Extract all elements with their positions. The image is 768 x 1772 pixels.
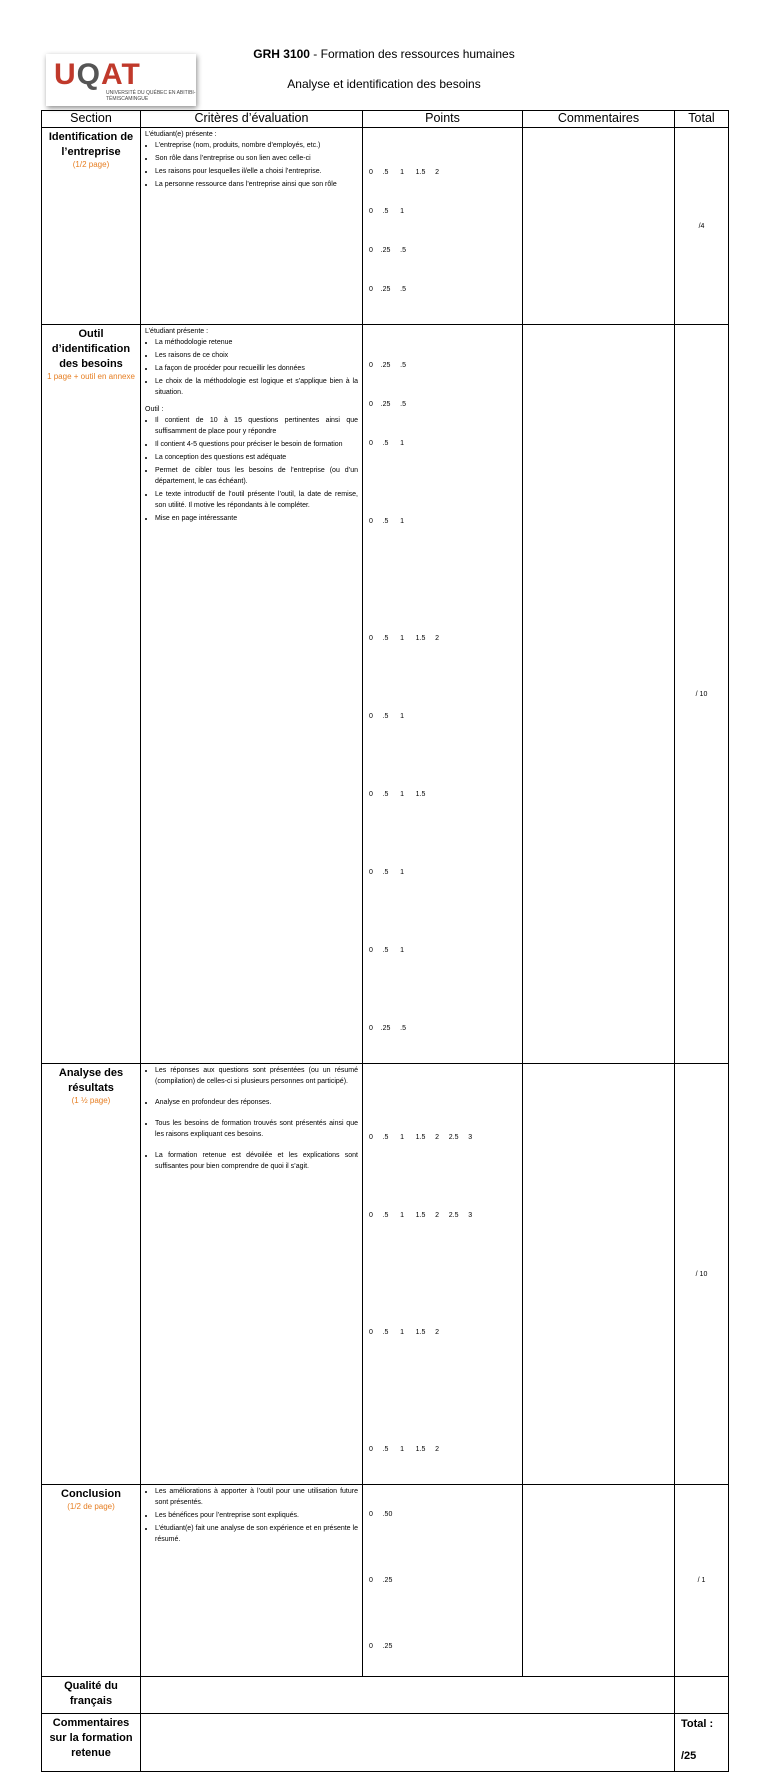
uqat-logo [46, 54, 196, 106]
section-cell: Analyse des résultats (1 ½ page) [42, 1064, 141, 1485]
list-item: • Les raisons de ce choix [155, 350, 358, 361]
table-row [42, 325, 729, 1064]
section-cell: Commentaires sur la formation retenue [42, 1714, 141, 1772]
list-item: • La façon de procéder pour recueillir les données [155, 363, 358, 374]
list-item: • Les améliorations à apporter à l’outil pour une utilisation future sont présentés. [155, 1486, 358, 1508]
total-cell: / 1 [675, 1485, 729, 1677]
list-item: • Son rôle dans l’entreprise ou son lien avec celle-ci [155, 153, 358, 164]
total-cell: /4 [675, 128, 729, 325]
points-cell: 0 .50 0 .25 0 .25 [363, 1485, 523, 1677]
comments-cell[interactable] [523, 325, 675, 1064]
col-comments: Commentaires [523, 111, 675, 128]
col-criteria: Critères d’évaluation [141, 111, 363, 128]
list-item: • Les raisons pour lesquelles il/elle a choisi l’entreprise. [155, 166, 358, 177]
list-item: • Le choix de la méthodologie est logique et s’applique bien à la situation. [155, 376, 358, 398]
total-cell: / 10 [675, 325, 729, 1064]
french-quality-cell[interactable] [141, 1677, 675, 1714]
logo-mark: UQAT [54, 58, 141, 91]
total-cell: / 10 [675, 1064, 729, 1485]
points-cell: 0 .5 1 1.5 2 0 .5 1 0 .25 .5 0 .25 .5 [363, 128, 523, 325]
points-cell: 0 .25 .5 0 .25 .5 0 .5 1 0 .5 1 0 .5 1 1.5 2 0 .5 1 0 .5 1 1.5 0 .5 1 0 .5 1 0 .25 .5 [363, 325, 523, 1064]
list-item: • Le texte introductif de l’outil présente l’outil, la date de remise, son utilité. Il motive les répondants à le compléter. [155, 489, 358, 511]
list-item: • Analyse en profondeur des réponses. [155, 1097, 358, 1108]
page-subtitle: Analyse et identification des besoins [287, 77, 481, 91]
list-item: • Il contient de 10 à 15 questions pertinentes ainsi que suffisamment de place pour y répondre [155, 415, 358, 437]
list-item: • Les réponses aux questions sont présentées (ou un résumé (compilation) de celles-ci si plusieurs personnes ont participé). [155, 1065, 358, 1087]
page-title [200, 47, 568, 61]
list-item: • Il contient 4-5 questions pour préciser le besoin de formation [155, 439, 358, 450]
total-value: /25 [681, 1750, 697, 1762]
table-row [42, 1714, 729, 1772]
table-row [42, 1485, 729, 1677]
list-item: • La conception des questions est adéquate [155, 452, 358, 463]
criteria-cell: L’étudiant(e) présente : • L’entreprise (nom, produits, nombre d’employés, etc.) • Son rôle dans l’entreprise ou son lien avec celle-ci • Les raisons pour lesquelles il/elle a choisi l’entreprise. • La personne ressource dans l’entreprise ainsi que son rôle [141, 128, 363, 325]
table-row [42, 1064, 729, 1485]
col-points: Points [363, 111, 523, 128]
comments-cell[interactable] [523, 1064, 675, 1485]
section-cell: Qualité du français [42, 1677, 141, 1714]
comments-cell[interactable] [523, 1485, 675, 1677]
list-item: • L’entreprise (nom, produits, nombre d’employés, etc.) [155, 140, 358, 151]
table-row [42, 1677, 729, 1714]
total-cell [675, 1677, 729, 1714]
col-total: Total [675, 111, 729, 128]
list-item: • La méthodologie retenue [155, 337, 358, 348]
list-item: • Les bénéfices pour l’entreprise sont expliqués. [155, 1510, 358, 1521]
criteria-cell [141, 1064, 363, 1485]
points-cell: 0 .5 1 1.5 2 2.5 3 0 .5 1 1.5 2 2.5 3 0 .5 1 1.5 2 0 .5 1 1.5 2 [363, 1064, 523, 1485]
section-cell: Outil d’identification des besoins 1 page + outil en annexe [42, 325, 141, 1064]
list-item: • La personne ressource dans l’entreprise ainsi que son rôle [155, 179, 358, 190]
rubric-table [41, 110, 729, 1772]
course-code: GRH 3100 [253, 47, 310, 61]
col-section: Section [42, 111, 141, 128]
total-label: Total : [681, 1718, 714, 1730]
logo-subtitle: UNIVERSITÉ DU QUÉBEC EN ABITIBI-TÉMISCAMINGUE [106, 90, 196, 102]
section-cell: Conclusion (1/2 de page) [42, 1485, 141, 1677]
section-cell: Identification de l’entreprise (1/2 page) [42, 128, 141, 325]
list-item: • L’étudiant(e) fait une analyse de son expérience et en présente le résumé. [155, 1523, 358, 1545]
list-item: • Mise en page intéressante [155, 513, 358, 524]
formation-comments-cell[interactable] [141, 1714, 675, 1772]
list-item: • Permet de cibler tous les besoins de l’entreprise (ou d’un département, le cas échéant). [155, 465, 358, 487]
comments-cell[interactable] [523, 128, 675, 325]
table-row [42, 128, 729, 325]
final-total-cell [675, 1714, 729, 1772]
list-item: • Tous les besoins de formation trouvés sont présentés ainsi que les raisons expliquant ces besoins. [155, 1118, 358, 1140]
criteria-cell [141, 1485, 363, 1677]
table-header-row [42, 111, 729, 128]
course-title: - Formation des ressources humaines [309, 47, 515, 61]
criteria-cell: L’étudiant présente : • La méthodologie retenue • Les raisons de ce choix • La façon de procéder pour recueillir les données • Le choix de la méthodologie est logique et s’applique bien à la situation. Outil : • Il contient de 10 à 15 questions pertinentes ainsi que suffisamment de place pour y répondre • Il contient 4-5 questions pour préciser le besoin de formation • La conception des questions est adéquate • Permet de cibler tous les besoins de l’entreprise (ou d’un département, le cas échéant). • Le texte introductif de l’outil présente l’outil, la date de remise, son utilité. Il motive les répondants à le compléter. • Mise en page intéressante [141, 325, 363, 1064]
list-item: • La formation retenue est dévoilée et les explications sont suffisantes pour bien comprendre de quoi il s’agit. [155, 1150, 358, 1172]
